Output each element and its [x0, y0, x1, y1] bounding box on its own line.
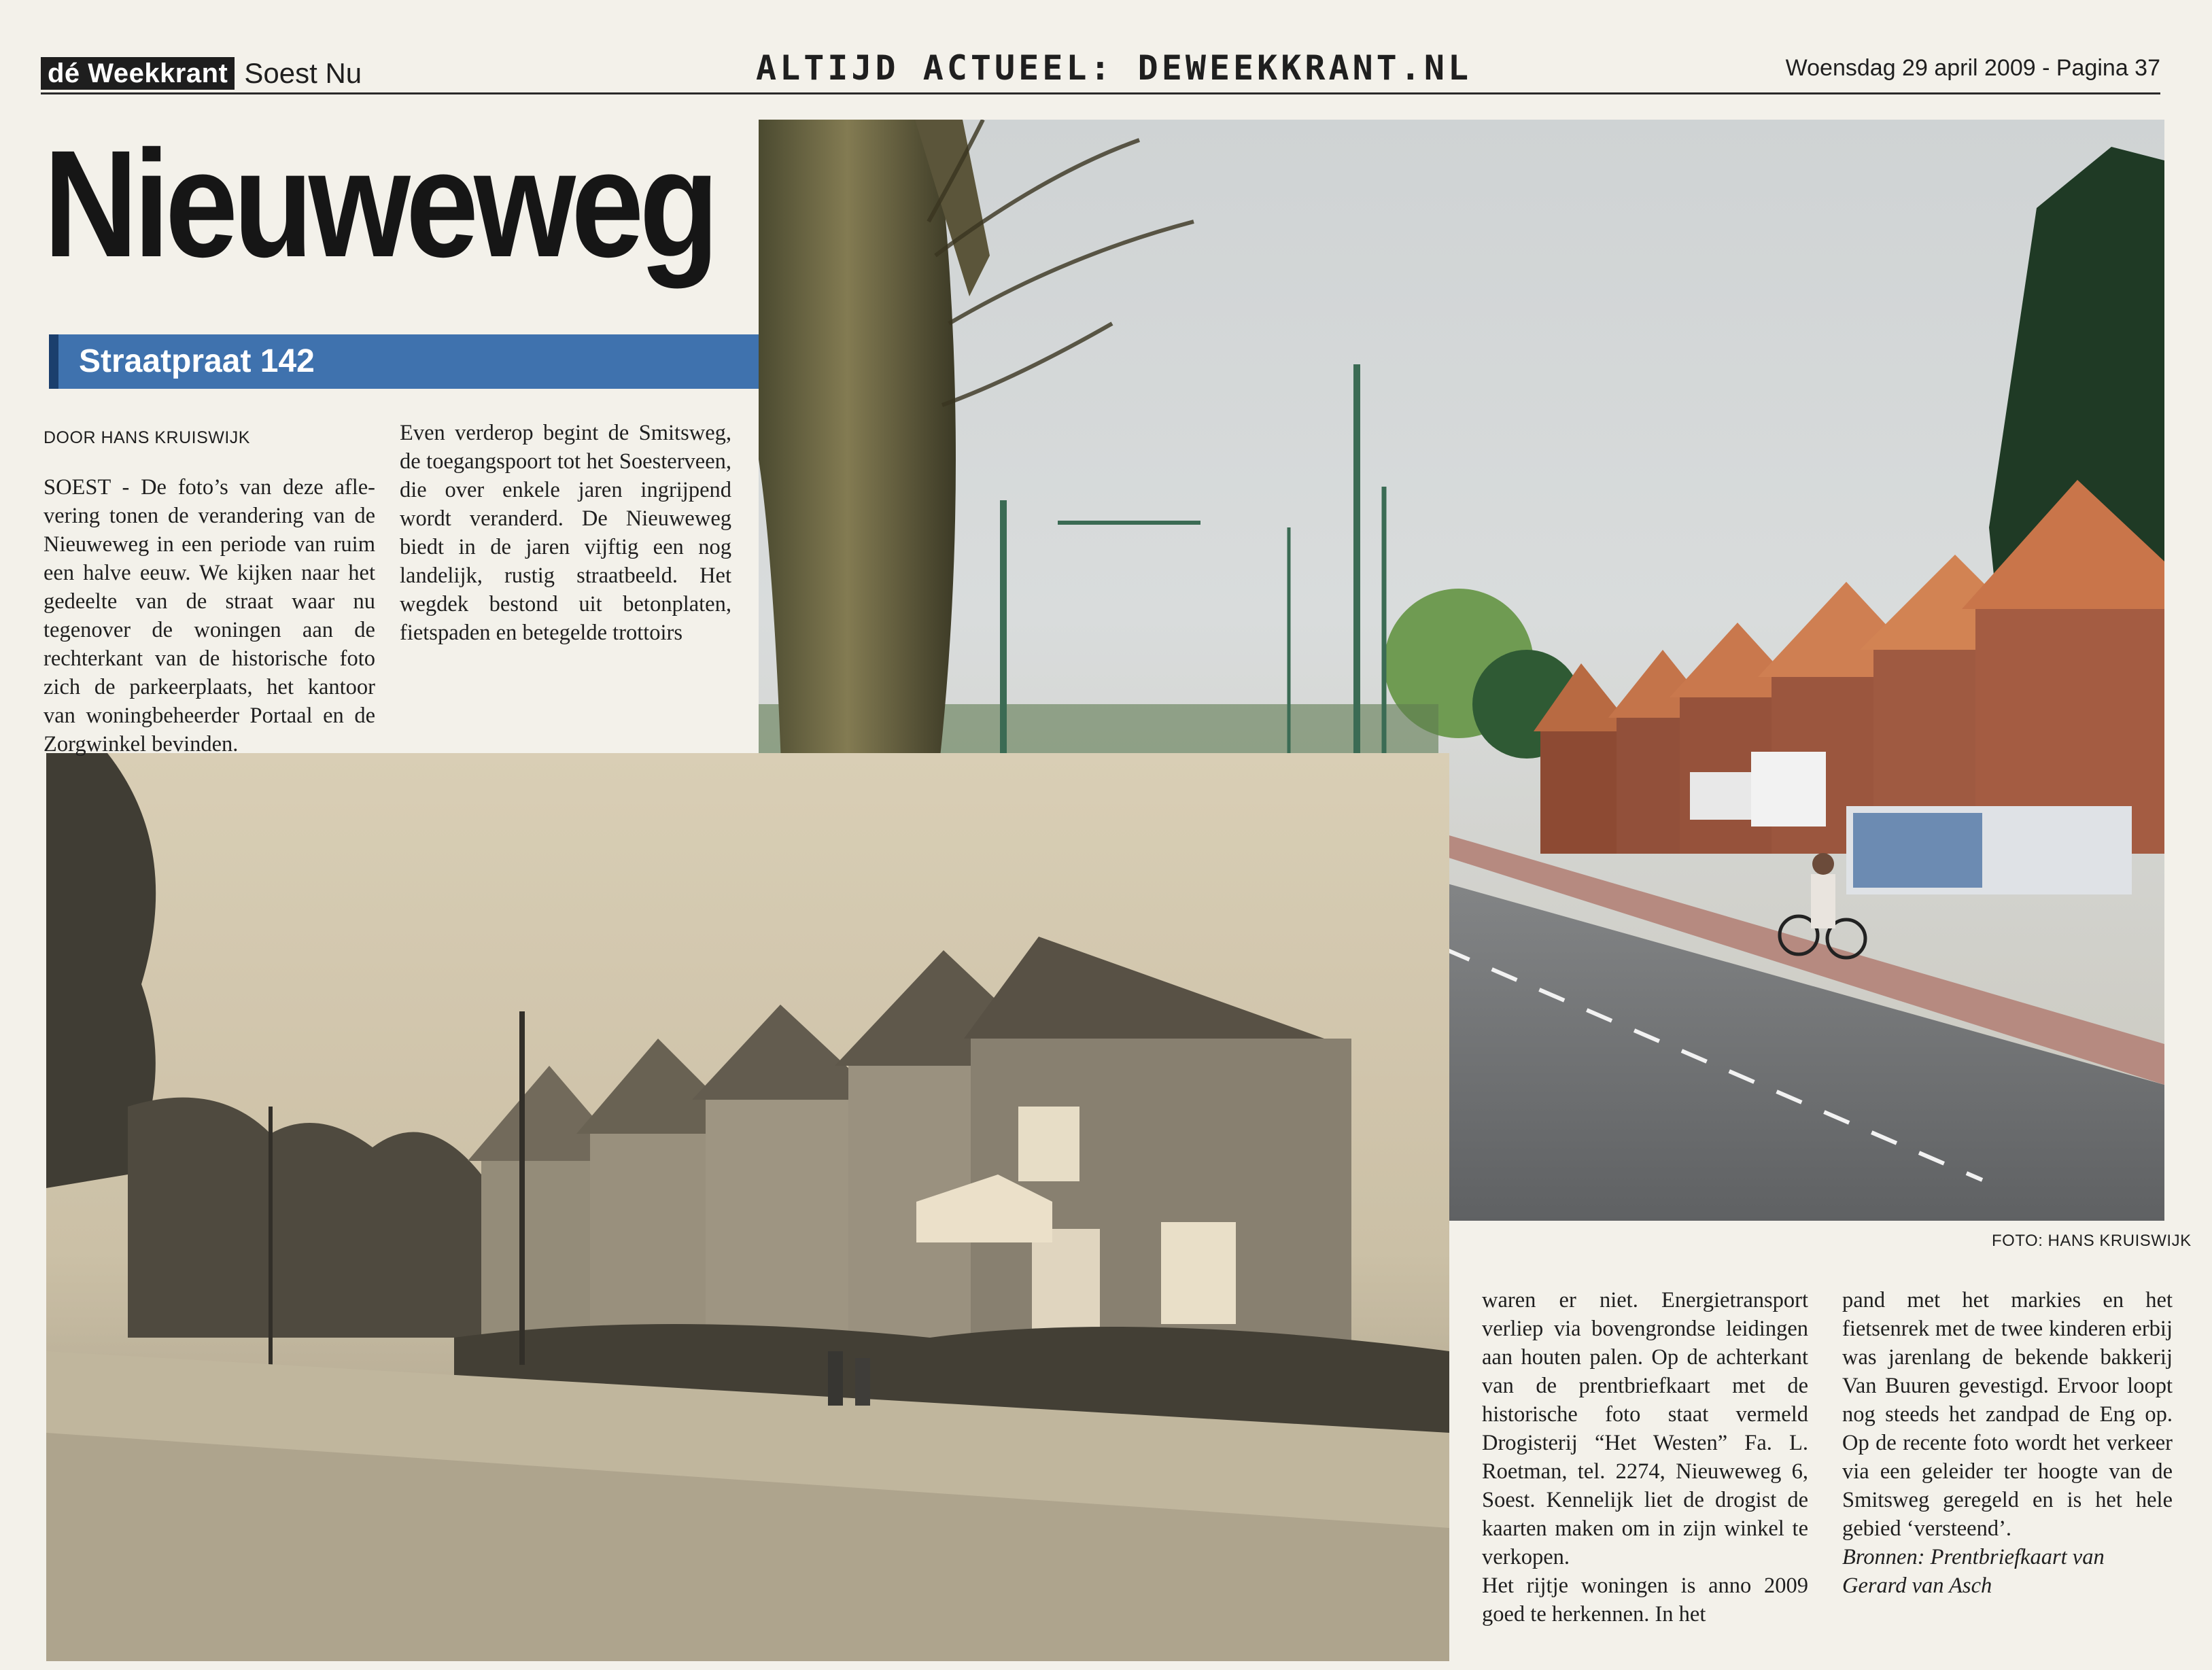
- header-rule: [41, 92, 2160, 94]
- sources-note: Bronnen: Prentbriefkaart van Gerard van Asch: [1842, 1545, 2105, 1598]
- article-column-2: [400, 419, 731, 647]
- byline: DOOR HANS KRUISWIJK: [44, 428, 250, 447]
- article-column-1: [44, 473, 375, 759]
- paragraph-houses: Het rijtje woningen is anno 2009 goed te herkennen. In het: [1482, 1573, 1808, 1626]
- article-column-3: [1482, 1286, 1808, 1629]
- historic-street-photo: [46, 753, 1449, 1661]
- article-column-4: [1842, 1286, 2173, 1600]
- paragraph-intro: SOEST - De foto’s van deze aflevering tonen de verandering van de Nieuweweg in een periode van ruim een halve eeuw. We kijken naar het gedeelte van de straat waar nu tegenover de woningen aan de rechterkant van de historische foto zich de parkeerplaats, het kantoor van woningbeheerder Portaal en de Zorgwinkel bevinden.: [44, 475, 375, 756]
- newspaper-brand: [41, 57, 362, 90]
- section-name: Soest Nu: [244, 57, 362, 89]
- masthead-slogan: ALTIJD ACTUEEL: DEWEEKKRANT.NL: [756, 48, 1472, 88]
- photo-credit: FOTO: HANS KRUISWIJK: [1992, 1232, 2192, 1250]
- date-and-page: Woensdag 29 april 2009 - Pagina 37: [1785, 55, 2160, 81]
- series-kicker: Straatpraat 142: [58, 334, 759, 389]
- paragraph-smitsweg: Even verderop begint de Smitsweg, de toegangspoort tot het Soesterveen, die over enkele jaren ingrijpend wordt veranderd. De Nieuweweg biedt in de jaren vijftig een nog landelijk, rustig straatbeeld. Het wegdek bestond uit betonplaten, fietspaden en betegelde trottoirs: [400, 421, 731, 645]
- headline: Nieuweweg: [44, 119, 715, 289]
- historic-photo-illustration: [46, 753, 1449, 1661]
- paragraph-bakery: pand met het markies en het fietsenrek met de twee kinderen erbij was jarenlang de bekende bakkerij Van Buuren gevestigd. Ervoor loopt nog steeds het zandpad de Eng op. Op de recente foto wordt het verkeer via een geleider ter hoogte van de Smitsweg geregeld en is het hele gebied ‘versteend’.: [1842, 1288, 2173, 1541]
- brand-logo: dé Weekkrant: [41, 57, 235, 90]
- paragraph-energy: waren er niet. Energietransport verliep via bovengrondse leidingen aan houten palen. Op de achterkant van de prentbriefkaart met de historische foto staat vermeld Drogisterij “Het Westen” Fa. L. Roetman, tel. 2274, Nieuweweg 6, Soest. Kennelijk liet de drogist de kaarten maken om in zijn winkel te verkopen.: [1482, 1288, 1808, 1569]
